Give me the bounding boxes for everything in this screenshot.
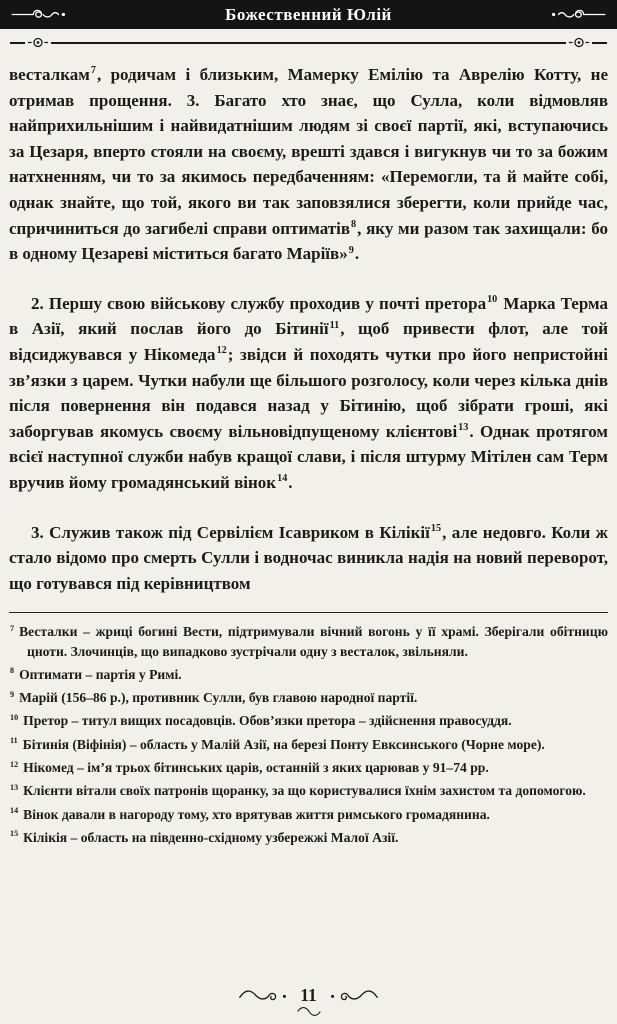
page-main [0,50,617,981]
footnote-separator [9,612,608,613]
footnote-list [9,622,608,847]
footer-flourish-left-icon [238,989,288,1002]
footnote-number: 8 [10,666,15,676]
paragraph: 3. Служив також під Сервілієм Ісавриком в Кілікії$^{15}$, але недовго. Коли ж стало відомо про смерть Сулли і водночас виникла надія на новий переворот, що готувався під керівництвом [9,522,608,593]
page-footer [0,981,617,1024]
footnote-text: Вінок давали в нагороду тому, хто врятував життя римського громадянина. [23,806,490,822]
rule-ornament-left-icon [27,36,49,49]
footnote-marker: 9 [348,244,354,256]
footnote-marker: 12 [216,345,227,357]
footnote-item [9,622,608,661]
footnote-marker: 11 [329,319,340,331]
footer-tail-ornament-icon [296,1007,322,1016]
footnote-item [9,688,608,707]
page-number-row [238,985,379,1006]
footnote-item [9,828,608,847]
rule-ornament-right-icon [568,36,590,49]
footnote-marker: 8 [351,218,357,230]
footnote-text: Нікомед – ім’я трьох бітинських царів, останній з яких царював у 91–74 рр. [23,760,489,776]
footnote-text: Бітинія (Віфінія) – область у Малій Азії, на березі Понту Евксинського (Чорне море). [22,736,545,752]
footnote-number: 10 [10,712,19,722]
footnote-item [9,781,608,800]
footnote-number: 14 [10,806,19,816]
footnote-marker: 10 [487,294,498,306]
footnote-text: Претор – титул вищих посадовців. Обов’язки претора – здійснення правосуддя. [23,713,512,729]
footnote-item [9,758,608,777]
footnote-number: 9 [10,689,15,699]
footnote-number: 7 [10,623,15,633]
footnote-item [9,711,608,730]
footnote-marker: 13 [458,422,469,434]
header-flourish-right-icon [549,8,607,21]
footnote-item [9,735,608,754]
footnote-number: 11 [10,736,18,746]
footnote-number: 12 [10,759,19,769]
body-text [9,62,608,596]
footnote-marker: 7 [90,65,96,77]
header-flourish-left-icon [10,8,68,21]
footnote-marker: 15 [430,522,442,534]
footnote-text: Оптимати – партія у Римі. [19,666,182,682]
page-header-title: Божественний Юлій [225,4,392,24]
footnote-text: Клієнти вітали своїх патронів щоранку, за що користувалися їхнім захистом та допомогою. [23,783,586,799]
footnote-text: Кілікія – область на південно-східному узбережжі Малої Азії. [23,829,399,845]
footnote-text: Весталки – жриці богині Вести, підтримували вічний вогонь у її храмі. Зберігали обітницю цноти. Злочинців, що випадково зустрічали одну з весталок, звільняли. [19,624,608,659]
footnote-number: 13 [10,782,19,792]
page-number: 11 [300,985,317,1005]
header-rule-segment [592,42,607,44]
header-rule-segment [51,42,566,44]
footnote-marker: 14 [277,473,288,485]
footnote-item [9,665,608,684]
footer-flourish-right-icon [329,989,379,1002]
footnote-item [9,805,608,824]
header-band [0,0,617,29]
footnote-text: Марій (156–86 р.), противник Сулли, був главою народної партії. [19,690,418,706]
paragraph: весталкам$^7$, родичам і близьким, Мамерку Емілію та Аврелію Котту, не отримав прощення. 3. Багато хто знає, що Сулла, коли відмовляв найприхильнішим і найвидатнішим людям зі своєї партії, які, вступаючись за Цезаря, вперто стояли на своєму, врешті здався і вигукнув чи то за божим натхненням, чи то за якимось передбаченням: «Перемогли, та й майте собі, однак знайте, що той, якого ви так заповзялися зберегти, коли прийде час, спричиниться до загибелі справи оптиматів$^8$, яку ми разом так захищали: бо в одному Цезареві міститься багато Маріїв»$^9$. [9,65,608,264]
paragraph: 2. Першу свою військову службу проходив у почті претора$^{10}$ Марка Терма в Азії, який послав його до Бітинії$^{11}$, щоб привести флот, але той відсиджувався у Нікомеда$^{12}$; звідси й походять чутки про його непристойні зв’язки з царем. Чутки набули ще більшого розголосу, коли через кілька днів після повернення він подався назад у Бітинію, щоб зібрати гроші, які заборгував якомусь своєму вільновідпущеному клієнтові$^{13}$. Однак протягом всієї наступної служби набув кращої слави, і після штурму Мітілен сам Терм вручив йому громадянський вінок$^{14}$. [9,293,608,492]
footnote-number: 15 [10,829,19,839]
header-rule-segment [10,42,25,44]
header-rule [10,35,607,50]
